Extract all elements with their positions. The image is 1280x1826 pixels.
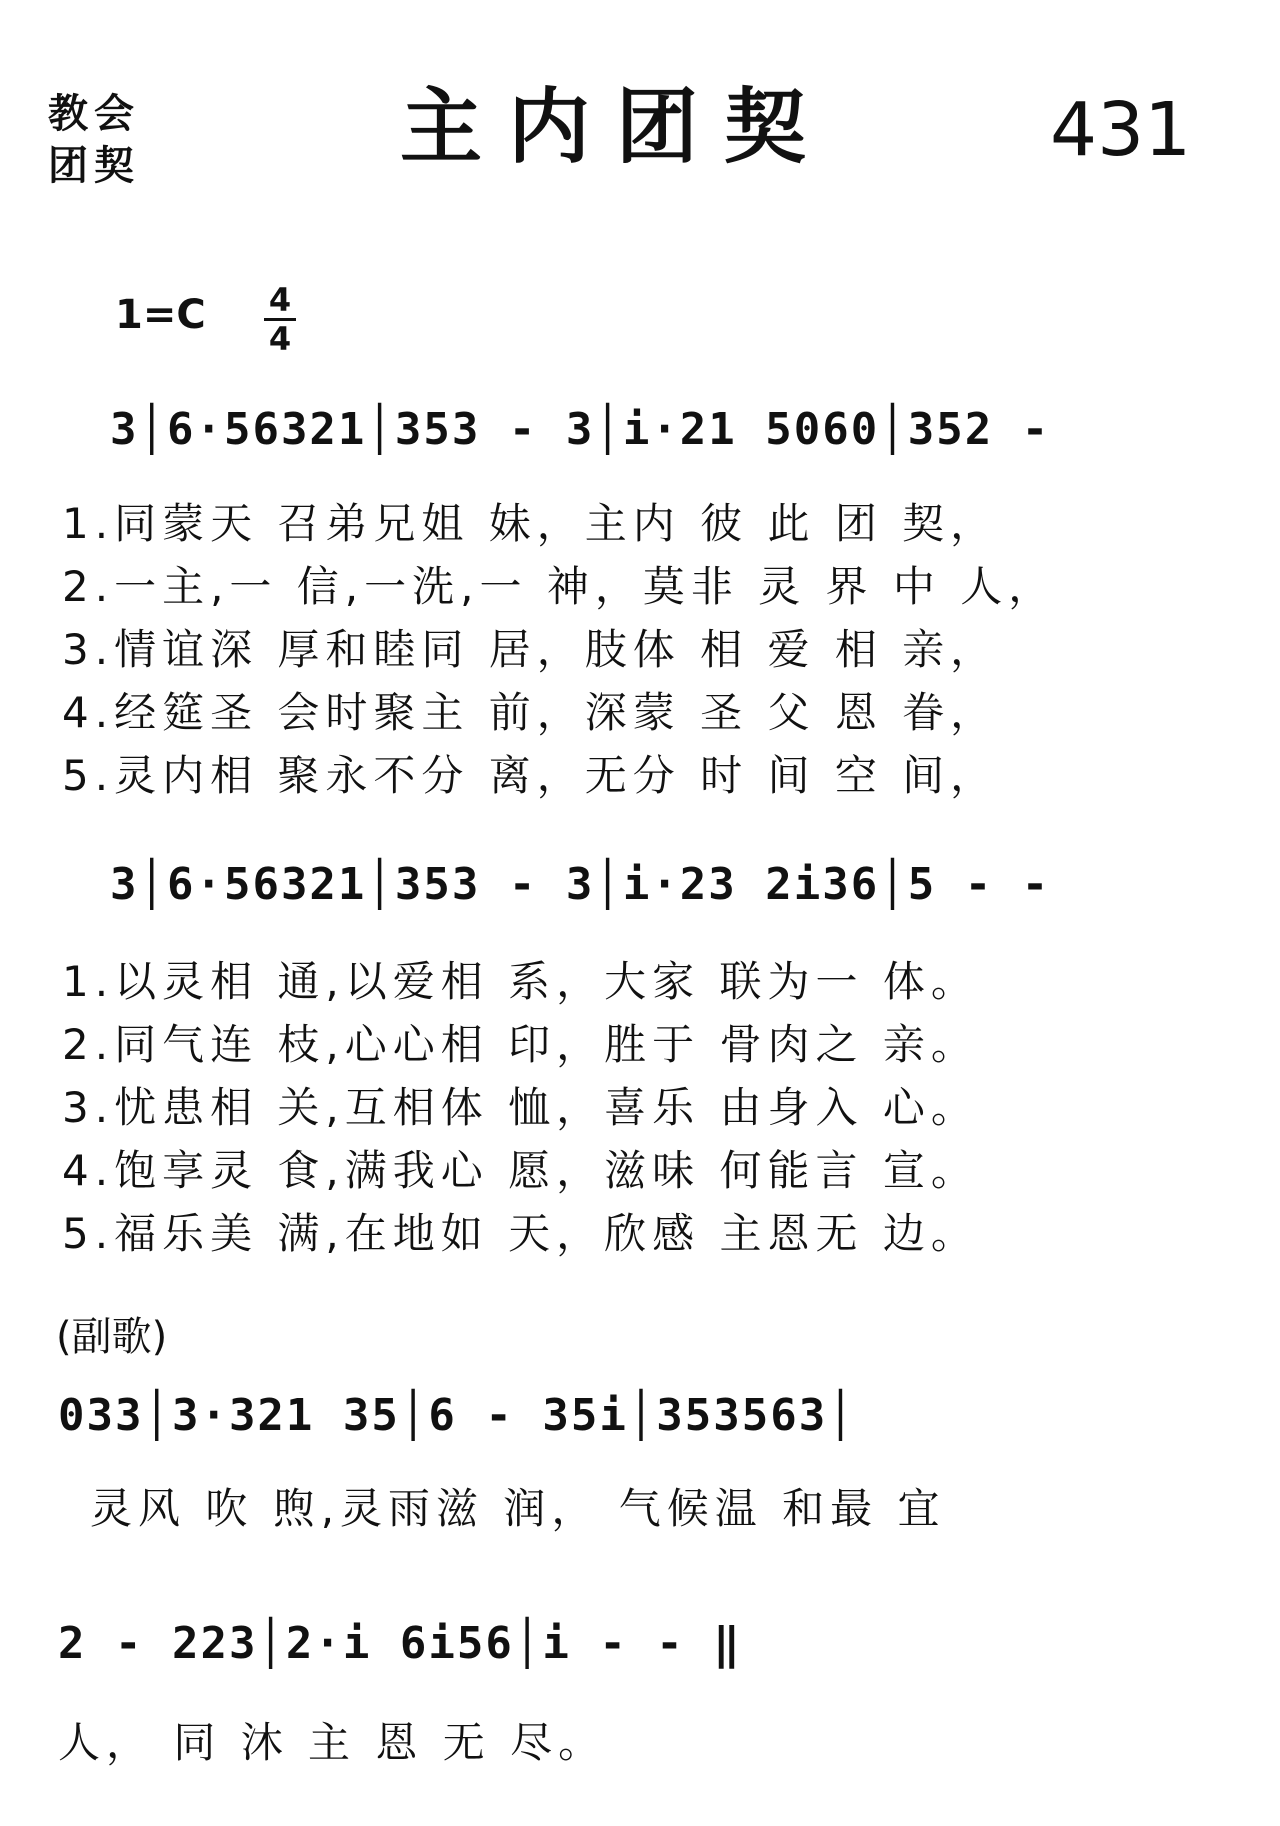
chorus-lyric-line-2: 人， 同 沐 主 恩 无 尽。 (58, 1718, 607, 1767)
notation-line-chorus-2: 2 - 223│2·i 6i56│i - - ‖ (58, 1618, 742, 1669)
lyric-line: 4.饱享灵 食,满我心 愿，滋味 何能言 宣。 (62, 1146, 979, 1195)
lyric-line: 3.忧患相 关,互相体 恤，喜乐 由身入 心。 (62, 1083, 979, 1132)
lyric-line: 3.情谊深 厚和睦同 居，肢体 相 爱 相 亲， (62, 625, 999, 674)
notation-line-1: 3│6·56321│353 - 3│i·21 5060│352 - (110, 404, 1051, 455)
category-line-1: 教会 (48, 91, 140, 137)
lyric-line: 4.经筵圣 会时聚主 前，深蒙 圣 父 恩 眷， (62, 688, 999, 737)
lyric-line: 2.同气连 枝,心心相 印，胜于 骨肉之 亲。 (62, 1020, 979, 1069)
chorus-lyric-line-1: 灵风 吹 煦,灵雨滋 润， 气候温 和最 宜 (90, 1484, 946, 1533)
category-line-2: 团契 (48, 143, 140, 189)
notation-line-chorus-1: 033│3·321 35│6 - 35i│353563│ (58, 1390, 856, 1441)
lyric-line: 5.福乐美 满,在地如 天，欣感 主恩无 边。 (62, 1209, 979, 1258)
category-label (48, 88, 140, 192)
notation-line-2: 3│6·56321│353 - 3│i·23 2i36│5 - - (110, 859, 1051, 910)
chorus-label: (副歌) (56, 1314, 168, 1360)
lyric-line: 5.灵内相 聚永不分 离，无分 时 间 空 间， (62, 751, 999, 800)
lyric-line: 1.以灵相 通,以爱相 系，大家 联为一 体。 (62, 957, 979, 1006)
hymn-title: 主内团契 (400, 80, 833, 175)
lyric-line: 2.一主,一 信,一洗,一 神，莫非 灵 界 中 人， (62, 562, 1057, 611)
time-signature-bottom: 4 (268, 320, 292, 358)
time-signature (260, 281, 300, 358)
time-signature-top: 4 (268, 281, 292, 319)
hymn-number: 431 (1050, 87, 1192, 173)
lyric-line: 1.同蒙天 召弟兄姐 妹，主内 彼 此 团 契， (62, 499, 999, 548)
key-signature: 1=C (115, 292, 206, 338)
